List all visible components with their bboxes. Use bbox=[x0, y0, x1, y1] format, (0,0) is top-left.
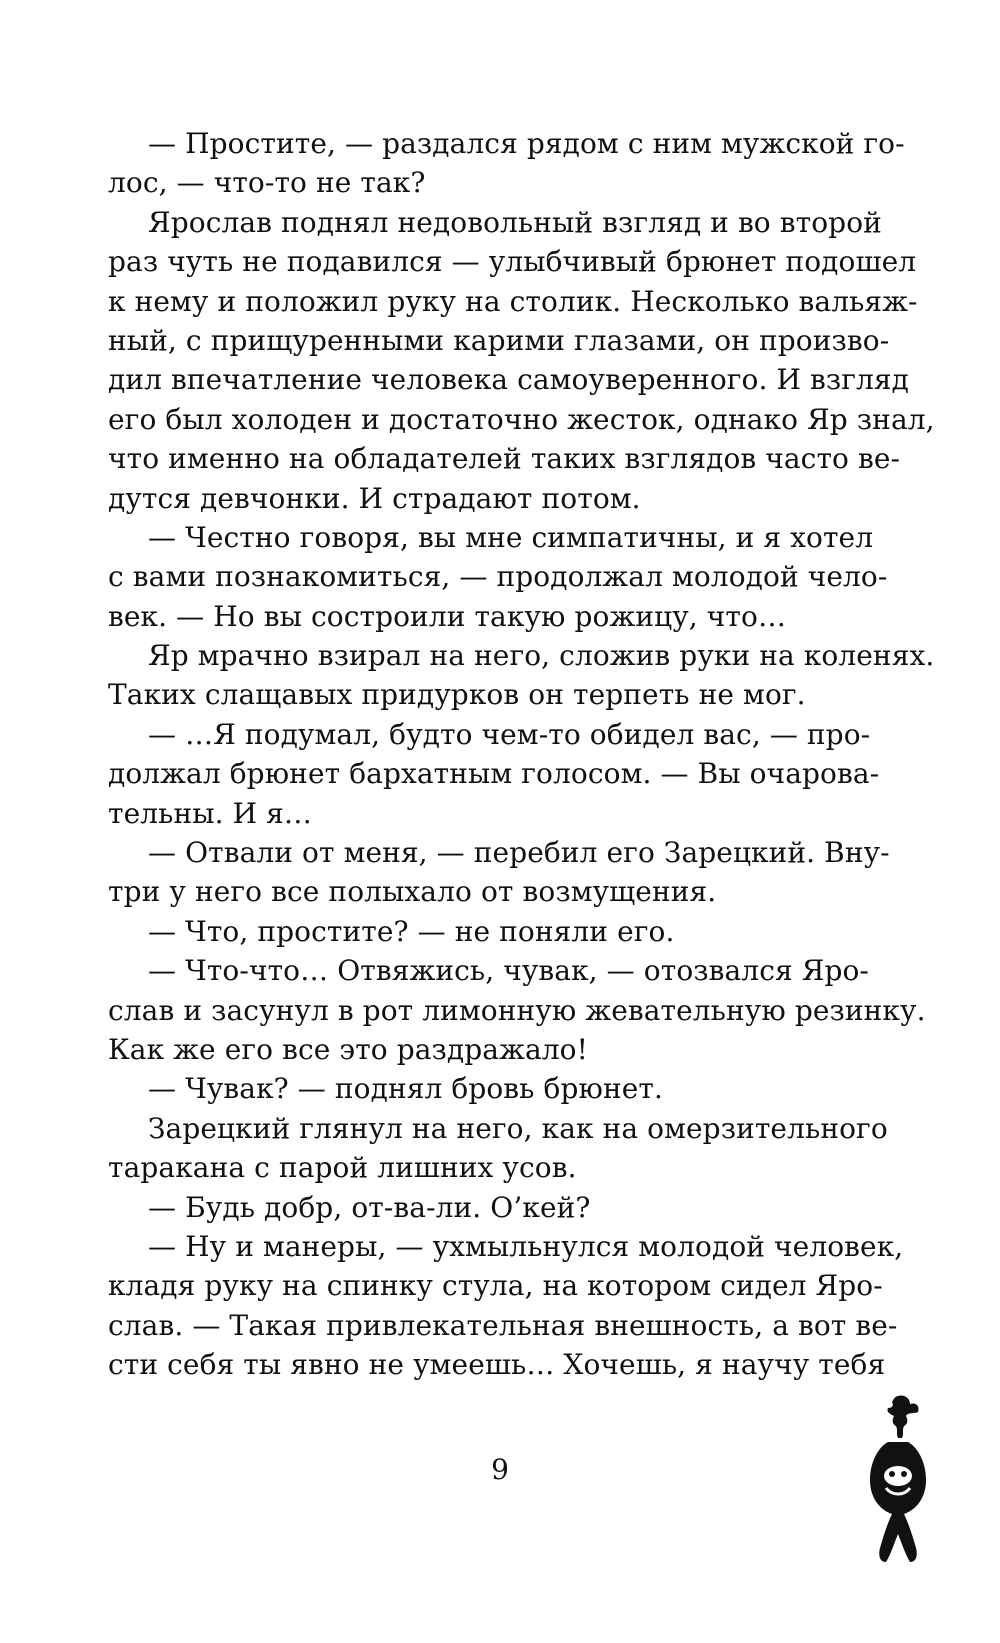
text-line: ный, с прищуренными карими глазами, он произво- bbox=[108, 323, 890, 357]
text-line: должал брюнет бархатным голосом. — Вы очарова- bbox=[108, 757, 880, 791]
text-line: раз чуть не подавился — улыбчивый брюнет подошел bbox=[108, 245, 917, 279]
anchor-ornament-icon bbox=[858, 1388, 938, 1568]
text-line: кладя руку на спинку стула, на котором сидел Яро- bbox=[108, 1269, 883, 1303]
text-line: — Честно говоря, вы мне симпатичны, и я хотел bbox=[148, 520, 874, 554]
text-line: Яр мрачно взирал на него, сложив руки на коленях. bbox=[148, 639, 935, 673]
text-line: век. — Но вы состроили такую рожицу, что… bbox=[108, 599, 787, 633]
text-line: сти себя ты явно не умеешь… Хочешь, я научу тебя bbox=[108, 1348, 886, 1382]
text-line: — Что, простите? — не поняли его. bbox=[148, 914, 675, 948]
text-line: — Отвали от меня, — перебил его Зарецкий. Вну- bbox=[148, 836, 890, 870]
text-line: слав. — Такая привлекательная внешность, а вот ве- bbox=[108, 1308, 898, 1342]
text-line: с вами познакомиться, — продолжал молодой чело- bbox=[108, 560, 888, 594]
text-line: дутся девчонки. И страдают потом. bbox=[108, 481, 641, 515]
text-line: — Ну и манеры, — ухмыльнулся молодой человек, bbox=[148, 1229, 904, 1263]
text-line: Ярослав поднял недовольный взгляд и во второй bbox=[148, 205, 882, 239]
text-line: таракана с парой лишних усов. bbox=[108, 1151, 577, 1185]
text-line: — Простите, — раздался рядом с ним мужской го- bbox=[148, 127, 905, 160]
text-line: — …Я подумал, будто чем-то обидел вас, — про- bbox=[148, 717, 871, 751]
text-line: три у него все полыхало от возмущения. bbox=[108, 875, 717, 909]
text-line: — Чувак? — поднял бровь брюнет. bbox=[148, 1072, 663, 1106]
text-line: Как же его все это раздражало! bbox=[108, 1032, 588, 1066]
text-line: Зарецкий глянул на него, как на омерзительного bbox=[148, 1111, 888, 1145]
text-line: тельны. И я… bbox=[108, 796, 313, 830]
text-line: Таких слащавых придурков он терпеть не мог. bbox=[108, 678, 806, 712]
text-line: — Будь добр, от-ва-ли. О’кей? bbox=[148, 1190, 591, 1224]
text-line: дил впечатление человека самоуверенного. И взгляд bbox=[108, 363, 910, 397]
text-line: лос, — что-то не так? bbox=[108, 166, 426, 200]
text-line: слав и засунул в рот лимонную жевательную резинку. bbox=[108, 993, 926, 1027]
page-number: 9 bbox=[491, 1453, 509, 1486]
text-line: — Что-что… Отвяжись, чувак, — отозвался Яро- bbox=[148, 954, 869, 988]
body-text bbox=[108, 124, 935, 1385]
text-line: его был холоден и достаточно жесток, однако Яр знал, bbox=[108, 402, 935, 436]
text-line: что именно на обладателей таких взглядов часто ве- bbox=[108, 442, 901, 476]
text-line: к нему и положил руку на столик. Несколько вальяж- bbox=[108, 284, 918, 318]
